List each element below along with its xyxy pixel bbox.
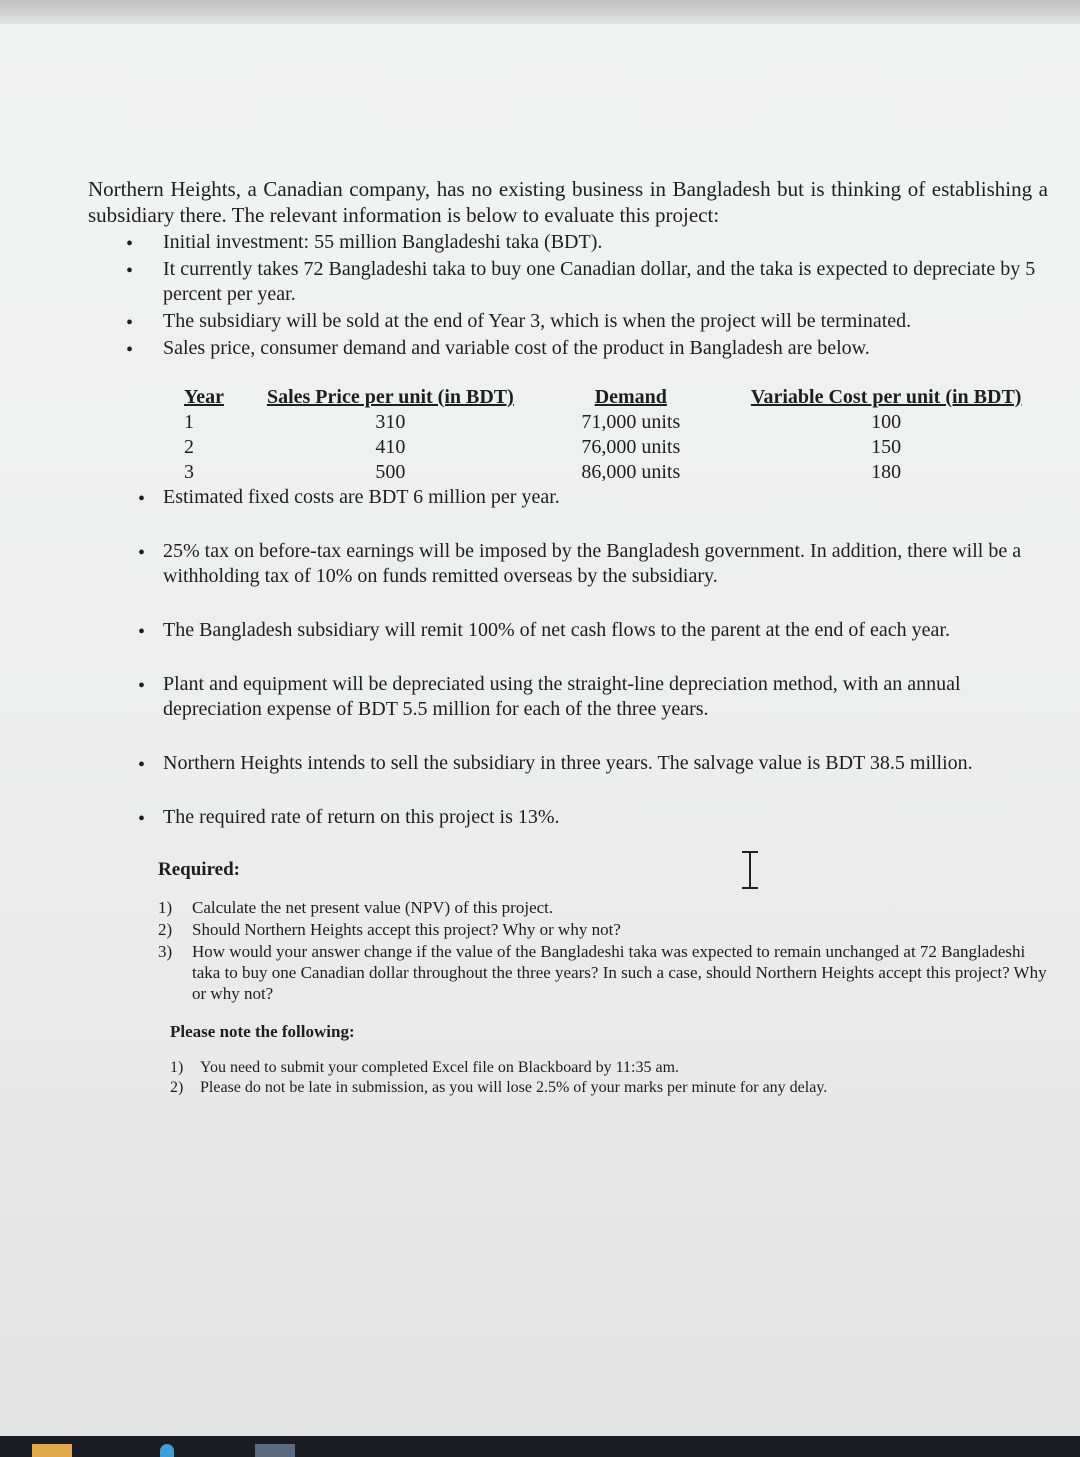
bullet-icon: •: [126, 260, 134, 282]
bullet-icon: •: [138, 808, 146, 830]
document-content: [88, 176, 1048, 1098]
list-item: • Northern Heights intends to sell the subsidiary in three years. The salvage value is BDT 38.5 million.: [138, 752, 973, 776]
bullet-icon: •: [138, 488, 146, 510]
list-item: • Plant and equipment will be depreciated using the straight-line depreciation method, with an annual depreciation expense of BDT 5.5 million for each of the three years.: [138, 673, 961, 720]
required-list: [158, 897, 1048, 1004]
table-row: 2 410 76,000 units 150: [184, 436, 902, 458]
bullet-icon: •: [138, 621, 146, 643]
notes-heading: Please note the following:: [170, 1022, 355, 1041]
list-item: 3) How would your answer change if the value of the Bangladeshi taka was expected to remain unchanged at 72 Bangladeshi taka to buy one Canadian dollar throughout the three years? In such a case, should Northern Heights accept this project? Why or why not?: [158, 942, 1047, 1003]
bullet-icon: •: [126, 312, 134, 334]
bullet-icon: •: [126, 233, 134, 255]
table-header-row: [184, 385, 1048, 410]
col-demand: Demand: [594, 386, 667, 408]
taskbar-app-icon[interactable]: [255, 1444, 295, 1457]
info-list-top: [88, 230, 1048, 361]
list-item: 1) Calculate the net present value (NPV) of this project.: [158, 898, 554, 917]
list-item: • The subsidiary will be sold at the end of Year 3, which is when the project will be terminated.: [126, 310, 912, 334]
col-sales-price: Sales Price per unit (in BDT): [266, 386, 514, 408]
list-item: • The required rate of return on this project is 13%.: [138, 806, 560, 830]
list-item: 1) You need to submit your completed Excel file on Blackboard by 11:35 am.: [170, 1059, 680, 1076]
col-year: Year: [184, 386, 224, 408]
monitor-bezel: [0, 0, 1080, 24]
intro-paragraph: Northern Heights, a Canadian company, has no existing business in Bangladesh but is thinking of establishing a subsidiary there. The relevant information is below to evaluate this project:: [88, 177, 1048, 227]
list-item: 2) Please do not be late in submission, as you will lose 2.5% of your marks per minute for any delay.: [170, 1079, 828, 1096]
product-table: [184, 385, 1048, 485]
required-heading: Required:: [158, 859, 240, 880]
list-item: • Sales price, consumer demand and variable cost of the product in Bangladesh are below.: [126, 337, 870, 361]
list-item: • 25% tax on before-tax earnings will be imposed by the Bangladesh government. In addition, there will be a withholding tax of 10% on funds remitted overseas by the subsidiary.: [138, 540, 1022, 587]
list-item: • The Bangladesh subsidiary will remit 100% of net cash flows to the parent at the end of each year.: [138, 619, 950, 643]
taskbar: [0, 1436, 1080, 1457]
table-row: 3 500 86,000 units 180: [184, 461, 902, 483]
taskbar-app-icon[interactable]: [32, 1444, 72, 1457]
bullet-icon: •: [138, 754, 146, 776]
list-item: • It currently takes 72 Bangladeshi taka to buy one Canadian dollar, and the taka is expected to depreciate by 5 percent per year.: [126, 258, 1036, 305]
text-cursor-icon: [738, 850, 762, 890]
bullet-icon: •: [126, 339, 134, 361]
bullet-icon: •: [138, 542, 146, 564]
list-item: • Initial investment: 55 million Bangladeshi taka (BDT).: [126, 231, 603, 255]
taskbar-app-icon[interactable]: [160, 1444, 174, 1457]
list-item: 2) Should Northern Heights accept this project? Why or why not?: [158, 920, 621, 939]
document-page: [0, 24, 1080, 1436]
info-list-bottom: [88, 485, 1048, 830]
notes-list: [170, 1058, 1048, 1098]
list-item: • Estimated fixed costs are BDT 6 million per year.: [138, 486, 560, 510]
col-variable-cost: Variable Cost per unit (in BDT): [750, 386, 1022, 408]
bullet-icon: •: [138, 675, 146, 697]
table-row: 1 310 71,000 units 100: [184, 411, 902, 433]
